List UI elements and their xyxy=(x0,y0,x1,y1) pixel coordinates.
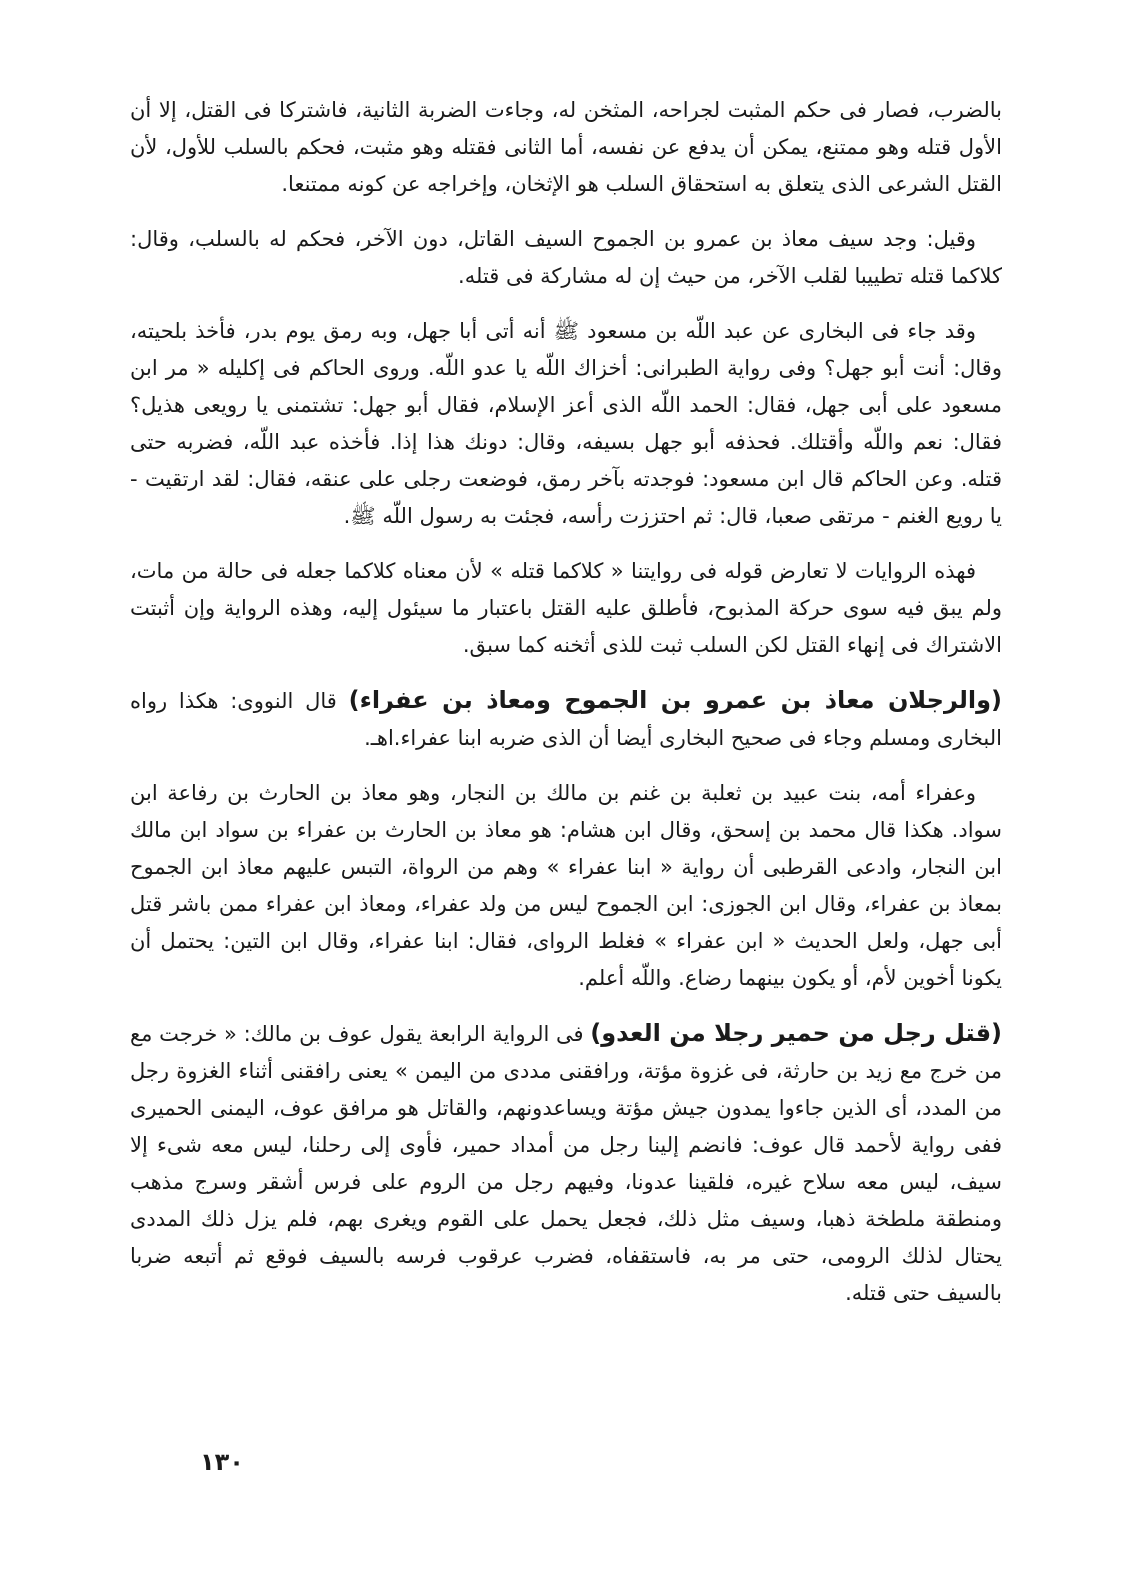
section-heading-himyar-man: (قتل رجل من حمير رجلا من العدو) xyxy=(590,1019,1002,1047)
paragraph-1 xyxy=(130,92,1002,203)
page-body xyxy=(130,92,1002,1330)
paragraph-2 xyxy=(130,221,1002,295)
page-number: ١٣٠ xyxy=(200,1448,244,1476)
paragraph-7 xyxy=(130,1015,1002,1312)
paragraph-3 xyxy=(130,313,1002,535)
paragraph-3-text: وقد جاء فى البخارى عن عبد اللّه بن مسعود ﷺ أنه أتى أبا جهل، وبه رمق يوم بدر، فأخذ بلحيته، وقال: أنت أبو جهل؟ وفى رواية الطبرانى: أخزاك اللّه يا عدو اللّه. وروى الحاكم فى إكليله « مر ابن مسعود على أبى جهل، فقال: الحمد اللّه الذى أعز الإسلام، فقال أبو جهل: تشتمنى يا رويعى هذيل؟ فقال: نعم واللّه وأقتلك. فحذفه أبو جهل بسيفه، وقال: دونك هذا إذا. فأخذه عبد اللّه، فضربه حتى قتله. وعن الحاكم قال ابن مسعود: فوجدته بآخر رمق، فوضعت رجلى على عنقه، فقال: لقد ارتقيت - يا رويع الغنم - مرتقى صعبا، قال: ثم احتززت رأسه، فجئت به رسول اللّه ﷺ. xyxy=(130,319,1002,528)
section-heading-two-men: (والرجلان معاذ بن عمرو بن الجموح ومعاذ بن عفراء) xyxy=(348,686,1003,714)
paragraph-6-text: وعفراء أمه، بنت عبيد بن ثعلبة بن غنم بن مالك بن النجار، وهو معاذ بن الحارث بن رفاعة ابن سواد. هكذا قال محمد بن إسحق، وقال ابن هشام: هو معاذ بن الحارث بن عفراء بن سواد ابن مالك ابن النجار، وادعى القرطبى أن رواية « ابنا عفراء » وهم من الرواة، التبس عليهم معاذ ابن الجموح بمعاذ بن عفراء، وقال ابن الجوزى: ابن الجموح ليس من ولد عفراء، ومعاذ ابن عفراء ممن باشر قتل أبى جهل، ولعل الحديث « ابن عفراء » فغلط الرواى، فقال: ابنا عفراء، وقال ابن التين: يحتمل أن يكونا أخوين لأم، أو يكون بينهما رضاع. واللّه أعلم. xyxy=(130,781,1002,990)
paragraph-2-text: وقيل: وجد سيف معاذ بن عمرو بن الجموح السيف القاتل، دون الآخر، فحكم له بالسلب، وقال: كلاكما قتله تطييبا لقلب الآخر، من حيث إن له مشاركة فى قتله. xyxy=(130,227,1002,288)
paragraph-5 xyxy=(130,682,1002,757)
paragraph-4-text: فهذه الروايات لا تعارض قوله فى روايتنا « كلاكما قتله » لأن معناه كلاكما جعله فى حالة من مات، ولم يبق فيه سوى حركة المذبوح، فأطلق عليه القتل باعتبار ما سيئول إليه، وهذه الرواية وإن أثبتت الاشتراك فى إنهاء القتل لكن السلب ثبت للذى أثخنه كما سبق. xyxy=(130,559,1002,657)
paragraph-1-text: بالضرب، فصار فى حكم المثبت لجراحه، المثخن له، وجاءت الضربة الثانية، فاشتركا فى القتل، إلا أن الأول قتله وهو ممتنع، يمكن أن يدفع عن نفسه، أما الثانى فقتله وهو مثبت، فحكم بالسلب للأول، لأن القتل الشرعى الذى يتعلق به استحقاق السلب هو الإثخان، وإخراجه عن كونه ممتنعا. xyxy=(130,98,1002,196)
paragraph-6 xyxy=(130,775,1002,997)
paragraph-7-text: فى الرواية الرابعة يقول عوف بن مالك: « خرجت مع من خرج مع زيد بن حارثة، فى غزوة مؤتة، ورافقنى مددى من اليمن » يعنى رافقنى أثناء الغزوة رجل من المدد، أى الذين جاءوا يمدون جيش مؤتة ويساعدونهم، والقاتل هو مرافق عوف، اليمنى الحميرى ففى رواية لأحمد قال عوف: فانضم إلينا رجل من أمداد حمير، فأوى إلى رحلنا، ليس معه شىء إلا سيف، ليس معه سلاح غيره، فلقينا عدونا، وفيهم رجل من الروم على فرس أشقر وسرج مذهب ومنطقة ملطخة ذهبا، وسيف مثل ذلك، فجعل يحمل على القوم ويغرى بهم، فلم يزل ذلك المددى يحتال لذلك الرومى، حتى مر به، فاستقفاه، فضرب عرقوب فرسه بالسيف فوقع ثم أتبعه ضربا بالسيف حتى قتله. xyxy=(130,1022,1002,1305)
paragraph-4 xyxy=(130,553,1002,664)
paragraph-5-text: قال النووى: هكذا رواه البخارى ومسلم وجاء فى صحيح البخارى أيضا أن الذى ضربه ابنا عفراء.اهـ. xyxy=(130,689,1002,750)
